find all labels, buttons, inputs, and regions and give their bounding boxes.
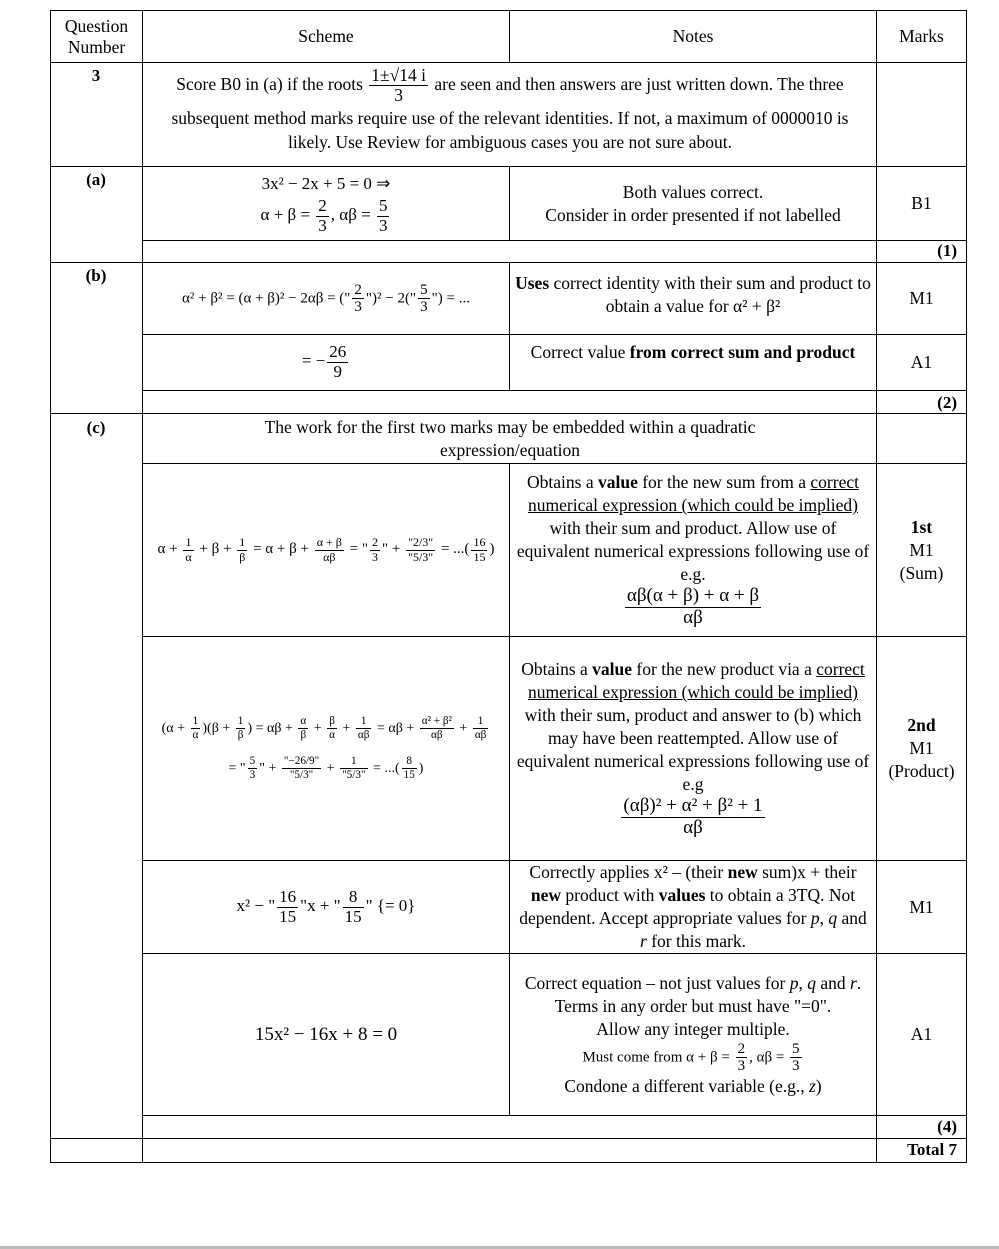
numerator: 2 xyxy=(371,535,378,550)
bold-text: from correct sum and product xyxy=(629,342,856,362)
part-a-notes xyxy=(510,167,876,240)
numerator: 16 xyxy=(473,535,486,550)
italic-variable: z xyxy=(808,1075,816,1096)
text-run: Allow any integer multiple. xyxy=(596,1018,790,1039)
text-run: + xyxy=(310,720,326,736)
numerator: 1 xyxy=(183,536,193,550)
text-run: . Terms in any order but must have "=0". xyxy=(554,972,862,1016)
text-run: Obtains a xyxy=(527,472,598,493)
text-run: + xyxy=(339,720,354,736)
mark-order: 2nd xyxy=(907,715,936,735)
italic-variable: p xyxy=(810,908,820,928)
text-run: ) xyxy=(815,1075,822,1096)
rich-text xyxy=(515,972,871,1018)
numerator: "−26/9" xyxy=(283,755,320,768)
fraction xyxy=(406,536,435,563)
rich-text xyxy=(515,273,871,316)
text-run: Must come from α + β = xyxy=(582,1048,734,1065)
rich-text xyxy=(261,197,392,235)
text-run: 3x² − 2x + 5 = 0 ⇒ xyxy=(261,174,391,194)
fraction xyxy=(277,888,298,926)
numerator: 1 xyxy=(237,536,247,550)
bold-text: values xyxy=(658,885,706,905)
numerator: 26 xyxy=(329,342,347,362)
numerator: αβ(α + β) + α + β xyxy=(626,585,760,607)
numerator: α xyxy=(300,715,307,728)
text-run: " + xyxy=(381,541,405,558)
text-run: "x + " xyxy=(300,895,341,915)
denominator: 15 xyxy=(403,768,415,781)
denominator: α xyxy=(185,549,192,564)
denominator: "5/3" xyxy=(408,549,434,564)
fraction xyxy=(402,755,417,781)
denominator: 3 xyxy=(394,85,404,106)
fraction xyxy=(377,197,390,235)
text-run: ")² − 2(" xyxy=(365,289,417,306)
part-c-label: (c) xyxy=(86,418,106,437)
text-run: " {= 0} xyxy=(365,895,416,915)
denominator: "5/3" xyxy=(342,768,366,781)
text-run: , xyxy=(819,908,829,928)
italic-variable: r xyxy=(849,972,857,993)
italic-variable: p xyxy=(789,972,799,993)
text-run: , αβ = xyxy=(749,1048,789,1065)
numerator: 5 xyxy=(792,1040,800,1057)
denominator: αβ xyxy=(683,607,703,628)
fraction xyxy=(473,715,489,741)
fraction xyxy=(621,796,764,839)
part-a-mark: B1 xyxy=(911,193,932,213)
fraction xyxy=(327,343,348,381)
numerator: α + β xyxy=(316,535,342,550)
fraction xyxy=(369,66,428,106)
text-run: + β + xyxy=(195,541,236,558)
text-run: product with xyxy=(561,885,659,905)
rich-text xyxy=(162,709,491,749)
denominator: 3 xyxy=(420,299,428,315)
fraction xyxy=(327,715,337,741)
text-run: )(β + xyxy=(202,720,234,736)
fraction xyxy=(183,536,193,563)
text-run: Correctly applies x² – (their xyxy=(529,862,728,882)
text-run: x² − " xyxy=(236,895,276,915)
text-run: Correct value xyxy=(530,342,630,362)
fraction xyxy=(420,715,454,741)
part-b-value-scheme xyxy=(143,335,509,390)
numerator: "2/3" xyxy=(408,535,434,550)
numerator: 5 xyxy=(378,196,388,216)
numerator: β xyxy=(327,715,337,728)
text-run: α + β = xyxy=(260,205,315,225)
text-run: Obtains a xyxy=(521,659,593,680)
text-run: Condone a different variable (e.g., xyxy=(564,1075,809,1096)
rich-text xyxy=(302,343,350,381)
text-run: ) xyxy=(489,541,495,558)
text-run: for the new product via a xyxy=(632,659,817,680)
fraction xyxy=(625,586,761,629)
rich-text xyxy=(531,342,856,362)
text-run: + xyxy=(455,720,471,736)
mark-code: M1 xyxy=(909,738,934,758)
part-c-equation-notes xyxy=(515,861,871,953)
mark-order: 1st xyxy=(910,516,933,537)
denominator: 3 xyxy=(354,299,362,315)
part-b-value-notes xyxy=(520,335,866,390)
fraction xyxy=(790,1041,802,1075)
fraction xyxy=(471,536,487,563)
numerator: 16 xyxy=(279,886,297,906)
rich-text xyxy=(619,796,766,839)
text-run: = " xyxy=(228,760,246,776)
denominator: αβ xyxy=(357,728,370,741)
numerator: 8 xyxy=(343,888,364,908)
rich-text xyxy=(237,888,416,926)
numerator: 2 xyxy=(318,196,327,216)
part-b-label: (b) xyxy=(85,266,107,285)
text-run: to obtain a 3TQ. Not dependent. Accept appropriate values for xyxy=(519,885,856,928)
text-run: Score B0 in (a) if the roots xyxy=(176,73,368,94)
numerator: α² + β² xyxy=(421,715,452,728)
mark-desc: (Product) xyxy=(888,761,955,781)
header-question-number: Question Number xyxy=(64,15,129,57)
part-c-intro: The work for the first two marks may be embedded within a quadratic expression/equation xyxy=(264,416,756,460)
part-b-m1: M1 xyxy=(909,288,934,308)
numerator: 5 xyxy=(249,755,256,768)
part-c-equation-mark: M1 xyxy=(909,896,934,917)
numerator: 1±√14 i xyxy=(371,65,426,85)
numerator: 1 xyxy=(340,755,367,768)
part-c-product-scheme xyxy=(143,637,509,860)
bold-text: new xyxy=(530,885,562,905)
text-run: (α + xyxy=(161,720,189,736)
italic-variable: q xyxy=(828,908,838,928)
part-c-product-notes xyxy=(515,637,871,860)
denominator: 15 xyxy=(279,906,297,926)
rich-text xyxy=(171,65,849,152)
part-c-equation-scheme xyxy=(143,861,509,953)
general-guidance xyxy=(150,66,870,166)
text-run: = " xyxy=(345,541,368,558)
header-marks: Marks xyxy=(899,26,944,46)
part-c-sum-scheme xyxy=(143,464,509,636)
text-run: ") = ... xyxy=(431,289,470,306)
italic-variable: r xyxy=(640,931,647,951)
denominator: 3 xyxy=(249,768,256,781)
fraction xyxy=(343,888,364,926)
bold-text: Uses xyxy=(515,273,550,293)
fraction xyxy=(298,715,308,741)
denominator: 3 xyxy=(318,216,327,235)
text-run: = αβ + xyxy=(373,720,418,736)
text-run: 15x² − 16x + 8 = 0 xyxy=(254,1024,398,1045)
denominator: β xyxy=(300,728,307,741)
denominator: β xyxy=(237,728,244,741)
header-scheme: Scheme xyxy=(298,26,354,46)
text-run: = ...( xyxy=(437,541,470,558)
fraction xyxy=(315,536,344,563)
text-run: , xyxy=(798,972,808,993)
text-run: are seen and then answers are just written down. The three subsequent method marks require use of the relevant identities. If not, a maximum of 0000010 is likely. Use Review for ambiguous cases you are not sure about. xyxy=(171,73,849,152)
header-notes: Notes xyxy=(672,26,714,46)
text-run: + xyxy=(323,760,339,776)
numerator: (αβ)² + α² + β² + 1 xyxy=(623,795,763,817)
bold-text: value xyxy=(597,472,638,493)
text-run: " + xyxy=(259,760,280,776)
rich-text xyxy=(229,749,424,789)
denominator: αβ xyxy=(474,728,487,741)
part-a-label: (a) xyxy=(86,170,106,189)
rich-text xyxy=(515,861,871,953)
text-run: for the new sum from a xyxy=(637,472,811,493)
part-a-scheme xyxy=(143,167,509,240)
text-run: and xyxy=(815,972,850,993)
text-run: Correct equation – not just values for xyxy=(524,972,790,993)
bold-text: new xyxy=(727,862,758,882)
rich-text xyxy=(182,282,470,316)
part-c-sum-mark xyxy=(877,464,966,636)
numerator: 1 xyxy=(191,715,201,728)
fraction xyxy=(736,1041,748,1075)
text-run: with their sum and product. Allow use of equivalent numerical expressions following use of e.g. xyxy=(516,518,870,585)
numerator: 8 xyxy=(402,755,417,768)
denominator: α xyxy=(329,728,336,741)
numerator: 5 xyxy=(420,281,428,298)
part-b-identity-notes xyxy=(515,263,871,334)
rich-text xyxy=(596,1018,789,1041)
text-run: ) = αβ + xyxy=(247,720,297,736)
note-line: Consider in order presented if not labelled xyxy=(545,204,841,225)
rich-text xyxy=(255,1023,397,1046)
italic-variable: q xyxy=(807,972,816,993)
denominator: β xyxy=(239,549,246,564)
bold-text: value xyxy=(592,659,633,680)
fraction xyxy=(248,755,258,781)
part-c-total: (4) xyxy=(937,1117,957,1136)
rich-text xyxy=(158,536,495,563)
underlined-text: correct numerical expression (which could be implied) xyxy=(528,659,865,703)
text-run: for this mark. xyxy=(646,931,746,951)
text-run: with their sum, product and answer to (b) which may have been reattempted. Allow use of equivalent numerical expressions following use of e.g xyxy=(516,705,870,795)
fraction xyxy=(418,282,430,316)
denominator: αβ xyxy=(323,549,336,564)
denominator: "5/3" xyxy=(289,768,314,781)
rich-text xyxy=(515,658,871,796)
fraction xyxy=(191,715,201,741)
denominator: 9 xyxy=(333,362,342,381)
numerator: 2 xyxy=(737,1040,746,1057)
text-run: and xyxy=(837,908,867,928)
numerator: 2 xyxy=(354,281,362,298)
denominator: αβ xyxy=(431,728,443,741)
part-c-final-mark: A1 xyxy=(910,1024,933,1044)
part-c-final-notes xyxy=(515,954,871,1115)
part-a-total: (1) xyxy=(937,241,957,260)
text-run: ) xyxy=(418,760,424,776)
denominator: 3 xyxy=(371,549,378,564)
underlined-text: correct numerical expression (which could be implied) xyxy=(528,472,859,516)
mark-desc: (Sum) xyxy=(899,562,944,583)
text-run: = α + β + xyxy=(249,541,313,558)
fraction xyxy=(352,282,364,316)
denominator: 15 xyxy=(344,906,362,926)
numerator: 1 xyxy=(356,715,372,728)
denominator: 3 xyxy=(792,1058,800,1074)
text-run: = − xyxy=(301,351,326,371)
rich-text xyxy=(582,1041,803,1075)
part-c-sum-notes xyxy=(515,464,871,636)
fraction xyxy=(370,536,380,563)
fraction xyxy=(316,197,329,235)
part-b-a1: A1 xyxy=(910,352,933,372)
fraction xyxy=(340,755,367,781)
grand-total: Total 7 xyxy=(907,1140,957,1159)
part-c-product-mark xyxy=(877,637,966,860)
rich-text xyxy=(515,471,871,586)
text-run: α + xyxy=(157,541,182,558)
denominator: 3 xyxy=(378,216,388,235)
fraction xyxy=(282,755,321,781)
part-b-total: (2) xyxy=(937,393,957,412)
text-run: = ...( xyxy=(369,760,400,776)
rich-text xyxy=(623,586,763,629)
mark-code: M1 xyxy=(909,539,934,560)
numerator: 1 xyxy=(236,715,246,728)
text-run: correct identity with their sum and product to obtain a value for α² + β² xyxy=(549,273,871,316)
denominator: 15 xyxy=(473,549,486,564)
fraction xyxy=(237,536,247,563)
text-run: sum)x + their xyxy=(757,862,857,882)
question-number: 3 xyxy=(91,66,101,85)
text-run: , αβ = xyxy=(330,205,375,225)
part-b-identity-scheme xyxy=(143,263,509,334)
note-line: Both values correct. xyxy=(622,181,764,202)
text-run: α² + β² = (α + β)² − 2αβ = (" xyxy=(182,289,351,306)
fraction xyxy=(236,715,246,741)
rich-text xyxy=(262,171,391,197)
denominator: 3 xyxy=(737,1058,746,1074)
fraction xyxy=(356,715,372,741)
denominator: αβ xyxy=(683,817,703,838)
numerator: 1 xyxy=(473,715,489,728)
rich-text xyxy=(564,1075,821,1098)
part-c-final-scheme xyxy=(143,954,509,1115)
denominator: α xyxy=(192,728,199,741)
